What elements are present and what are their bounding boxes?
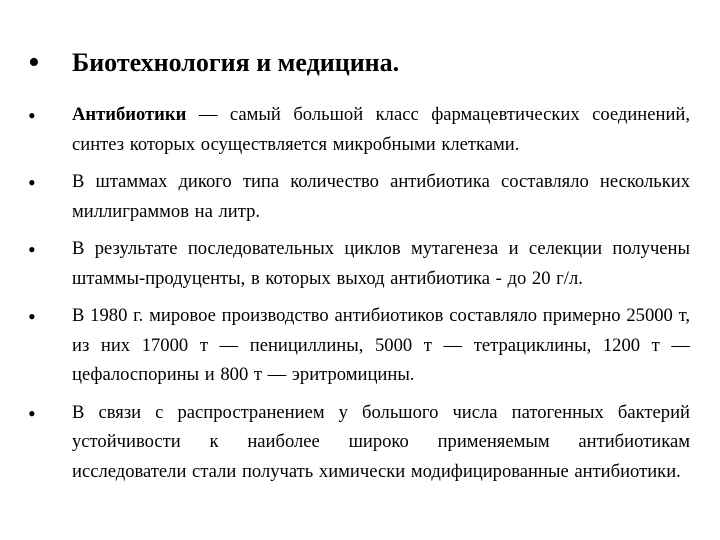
bullet-item-antibiotics xyxy=(28,100,690,159)
bullet-text: В 1980 г. мировое производство антибиотиков составляло примерно 25000 т, из них 17000 т — пенициллины, 5000 т — тетрациклины, 1200 т — цефалоспорины и 800 т — эритромицины. xyxy=(72,305,690,385)
bullet-icon: • xyxy=(28,44,40,81)
bullet-item-wild-strains xyxy=(28,167,690,226)
slide-title-item xyxy=(28,38,690,88)
bullet-text: В штаммах дикого типа количество антибиотика составляло нескольких миллиграммов на литр. xyxy=(72,171,690,222)
bullet-item-mutagenesis xyxy=(28,234,690,293)
bullet-item-resistance xyxy=(28,398,690,487)
bullet-icon: • xyxy=(28,103,36,128)
bullet-text: В результате последовательных циклов мутагенеза и селекции получены штаммы-продуценты, в которых выход антибиотика - до 20 г/л. xyxy=(72,238,690,289)
bullet-icon: • xyxy=(28,400,36,426)
bullet-term: Антибиотики xyxy=(72,104,187,125)
bullet-text xyxy=(72,100,690,159)
bullet-icon: • xyxy=(28,170,36,195)
bullet-item-production-1980 xyxy=(28,301,690,390)
bullet-icon: • xyxy=(28,237,36,262)
bullet-text-rest: — самый большой класс фармацевтических соединений, синтез которых осуществляется микробными клетками. xyxy=(72,104,690,155)
bullet-text: В связи с распространением у большого числа патогенных бактерий устойчивости к наиболее широко применяемым антибиотикам исследователи стали получать химически модифицированные антибиотики. xyxy=(72,401,690,482)
bullet-icon: • xyxy=(28,304,36,329)
bullet-list xyxy=(28,38,690,494)
slide-title: Биотехнология и медицина. xyxy=(72,48,400,77)
